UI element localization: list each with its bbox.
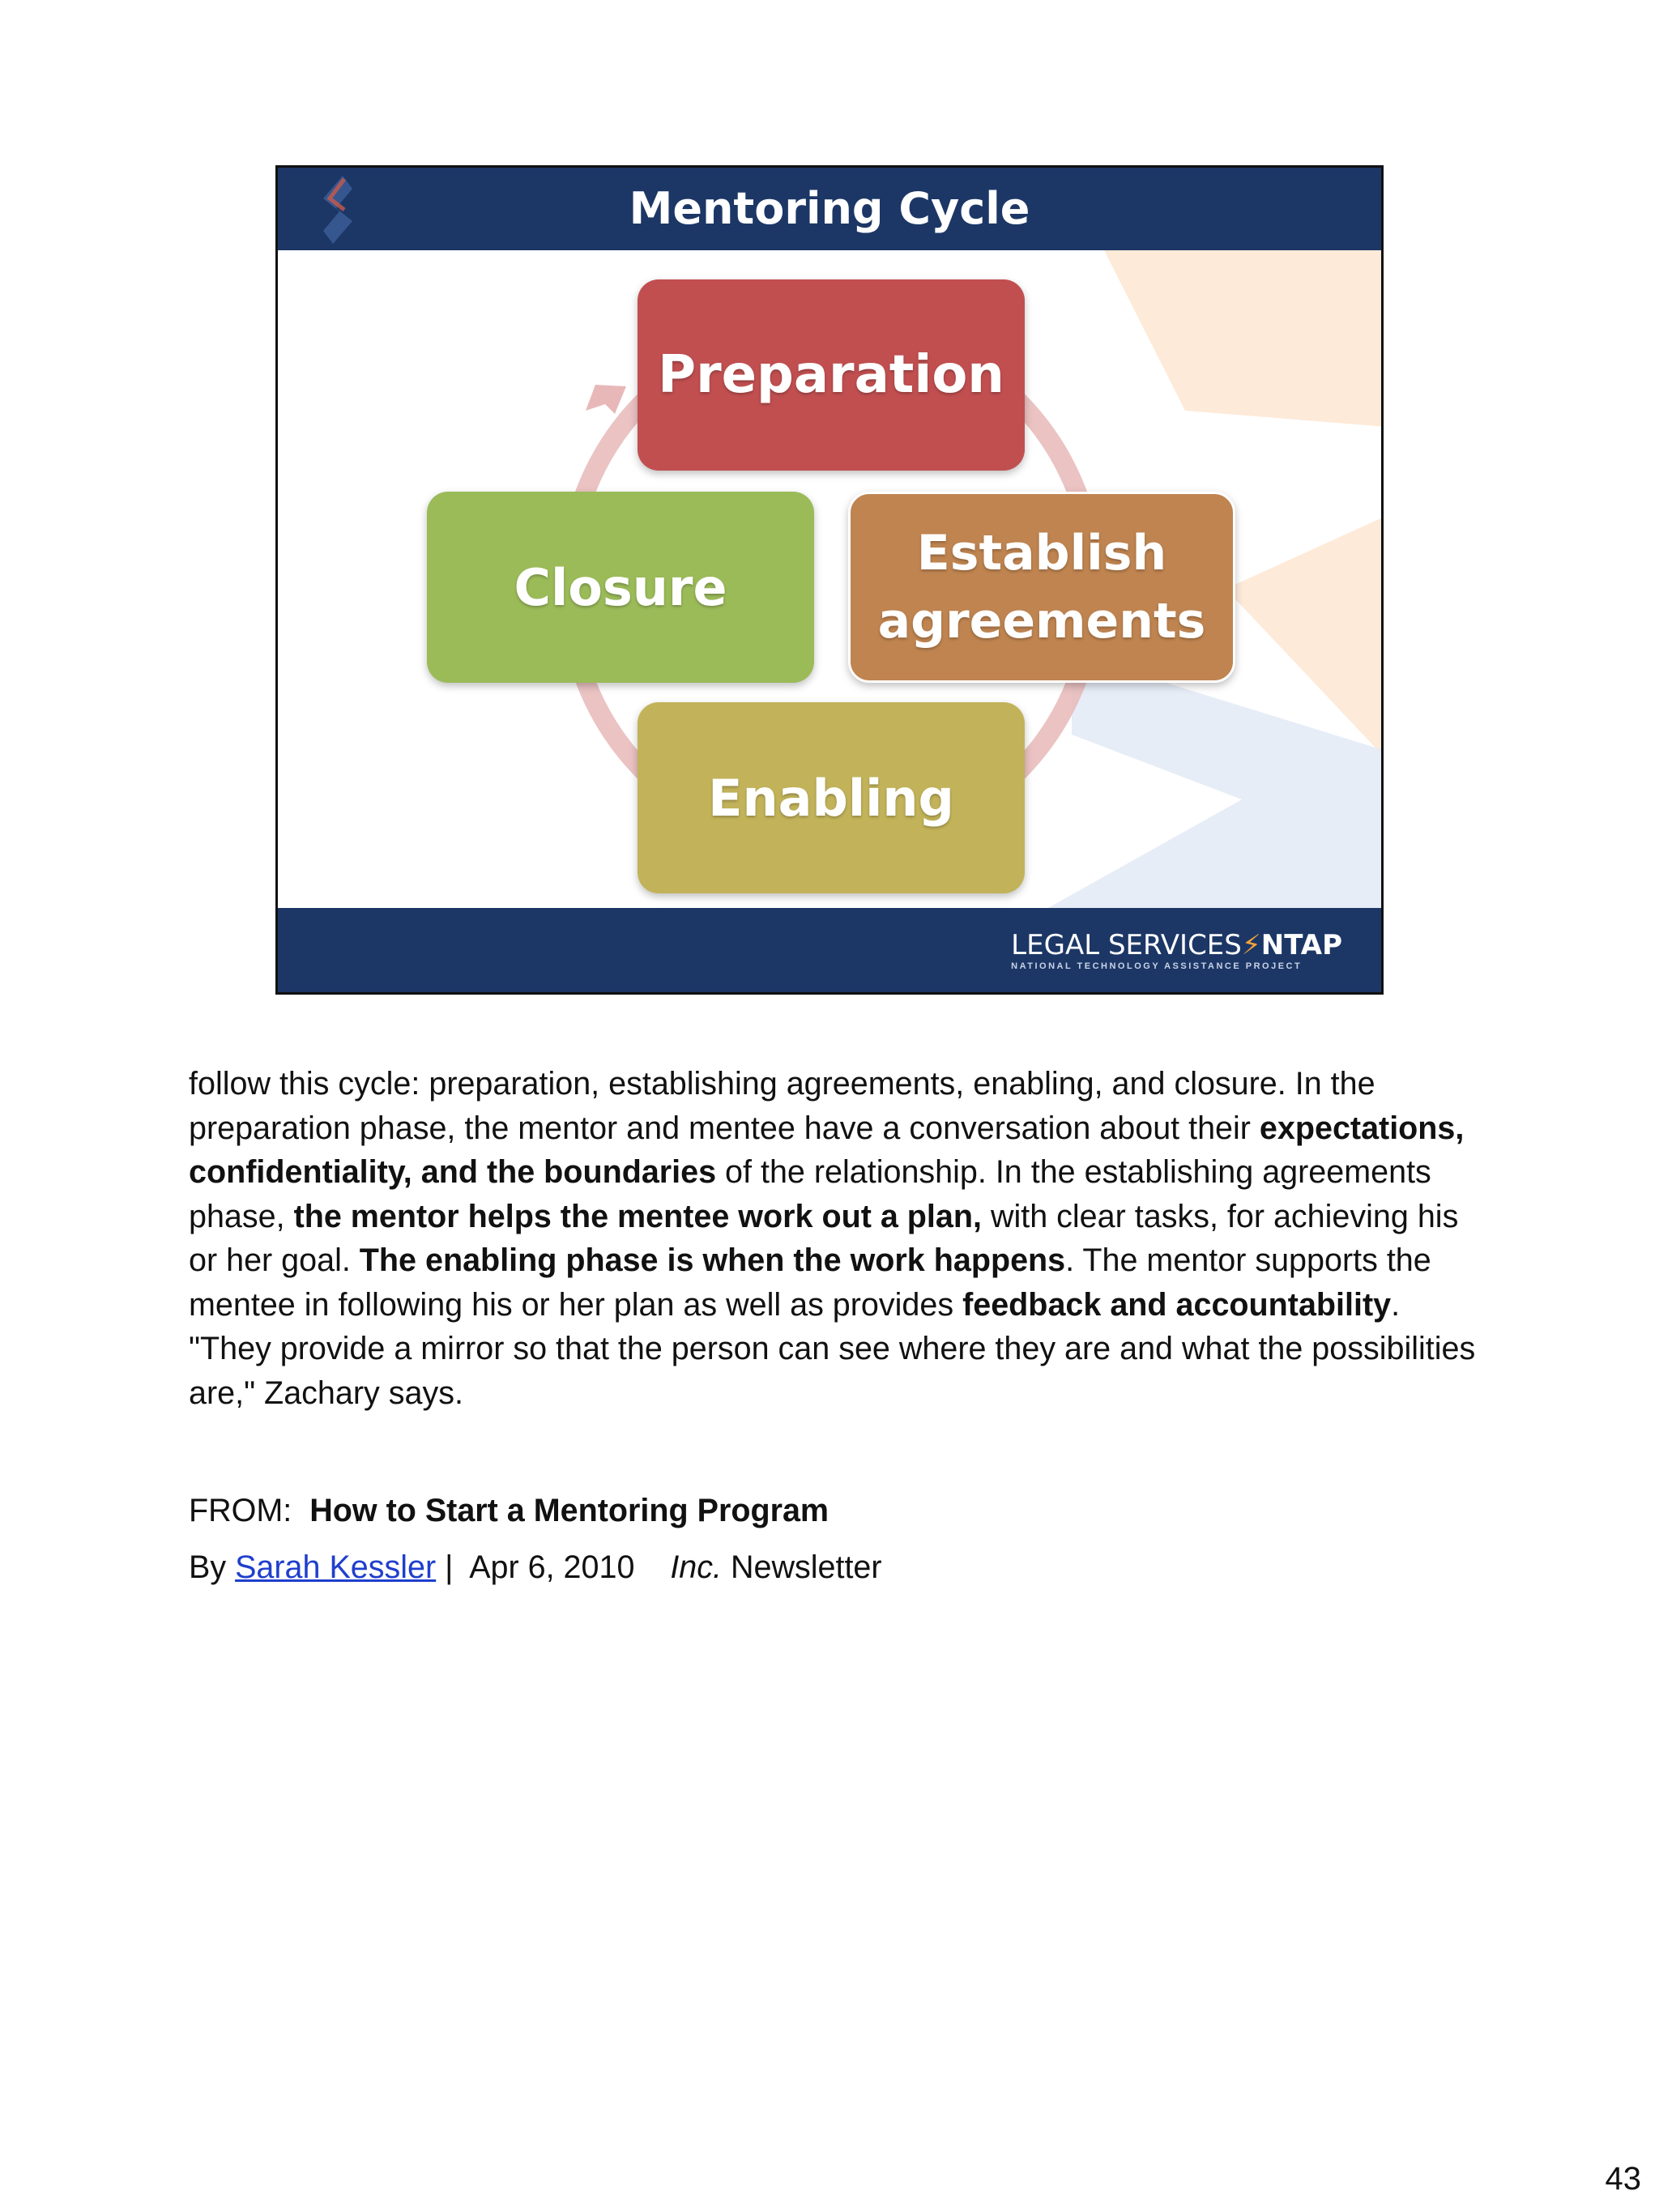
publish-date: Apr 6, 2010 bbox=[469, 1549, 635, 1585]
by-label: By bbox=[189, 1549, 236, 1585]
bolt-icon: ⚡ bbox=[1241, 929, 1261, 961]
text-segment: with clear tasks, for achieving his or her goal. bbox=[189, 1198, 1459, 1278]
cycle-arrowhead-icon bbox=[586, 385, 626, 414]
brand-ntap: NTAP bbox=[1260, 929, 1342, 961]
slide-title: Mentoring Cycle bbox=[629, 183, 1030, 234]
bold-segment: expectations, confidentiality, and the boundaries bbox=[189, 1110, 1465, 1190]
spacer bbox=[634, 1549, 670, 1585]
slide-image bbox=[275, 165, 1384, 995]
cycle-box-preparation: Preparation bbox=[638, 279, 1025, 471]
page-number: 43 bbox=[1605, 2161, 1641, 2197]
separator: | bbox=[436, 1549, 470, 1585]
source-from-line bbox=[189, 1489, 829, 1532]
cycle-box-closure: Closure bbox=[427, 492, 814, 683]
source-byline bbox=[189, 1545, 882, 1589]
brand-legal-services: LEGAL SERVICES bbox=[1011, 929, 1242, 961]
source-title: How to Start a Mentoring Program bbox=[309, 1493, 830, 1528]
cycle-box-establish-agreements bbox=[848, 492, 1235, 683]
text-segment: . "They provide a mirror so that the person can see where they are and what the possibilities are," Zachary says. bbox=[189, 1286, 1476, 1411]
publication-name: Inc. bbox=[670, 1549, 722, 1585]
bold-segment: the mentor helps the mentee work out a plan, bbox=[293, 1198, 982, 1234]
text-segment: of the relationship. In the establishing agreements phase, bbox=[189, 1154, 1431, 1234]
text-segment: follow this cycle: preparation, establishing agreements, enabling, and closure. In the preparation phase, the mentor and mentee have a conversation about their bbox=[189, 1066, 1375, 1146]
bold-segment: feedback and accountability bbox=[962, 1286, 1392, 1323]
slide-header bbox=[278, 168, 1381, 250]
bold-segment: The enabling phase is when the work happens bbox=[359, 1242, 1066, 1278]
slide-footer bbox=[278, 908, 1381, 992]
establish-line-2: agreements bbox=[877, 593, 1206, 650]
author-link[interactable]: Sarah Kessler bbox=[235, 1549, 437, 1585]
text-segment: . The mentor supports the mentee in following his or her plan as well as provides bbox=[189, 1242, 1431, 1323]
article-paragraph bbox=[189, 1062, 1485, 1415]
brand-subtitle: NATIONAL TECHNOLOGY ASSISTANCE PROJECT bbox=[1011, 961, 1303, 971]
publication-suffix: Newsletter bbox=[722, 1549, 882, 1585]
cycle-box-enabling: Enabling bbox=[638, 702, 1025, 893]
from-label: FROM: bbox=[189, 1493, 310, 1528]
brand-name bbox=[1011, 931, 1342, 960]
establish-line-1: Establish bbox=[916, 525, 1167, 582]
footer-brand bbox=[1011, 931, 1342, 971]
